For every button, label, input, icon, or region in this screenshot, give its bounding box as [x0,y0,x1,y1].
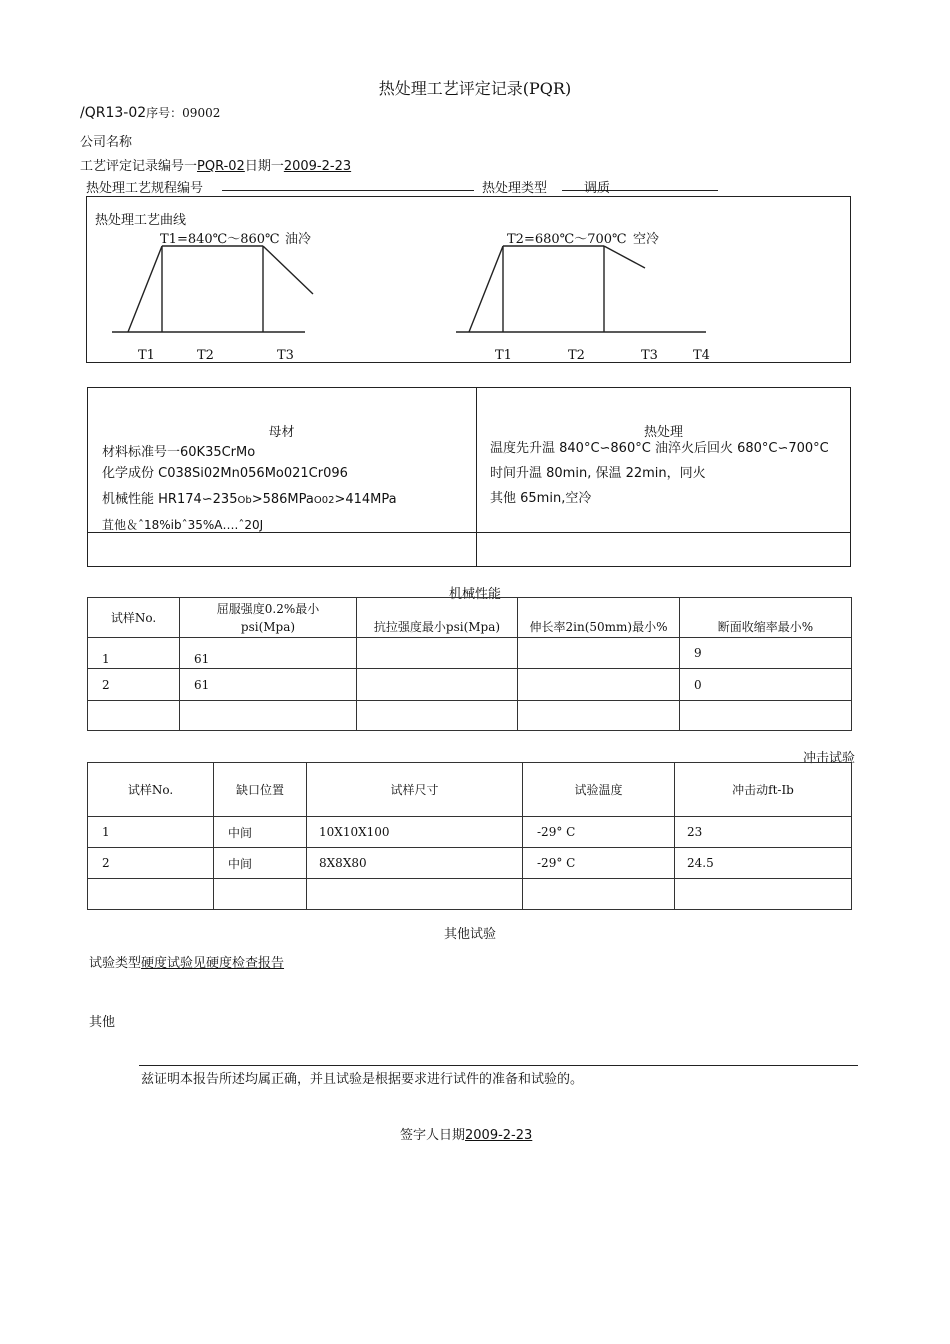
other-tests-title: 其他试验 [443,927,496,942]
impact-cell: -29° C [523,848,675,879]
mech-cell [518,669,680,701]
mech-cell: 9 [680,638,852,669]
impact-header-row [88,763,852,817]
pqr-label: 工艺评定记录编号一 [80,159,198,174]
mech-header-sample: 试样No. [88,598,180,638]
mech-header-reduction: 断面收缩率最小% [680,598,852,638]
mech-header-yield-line1: 屈服强度0.2%最小 [216,601,320,616]
heat-treatment-other: 其他 65min,空冷 [490,491,592,506]
mech-header-elongation: 伸长率2in(50mm)最小% [518,598,680,638]
left-curve [112,246,313,332]
mech-suffix: >414MPa [334,492,397,507]
heat-treatment-title: 热处理 [643,425,683,440]
mech-cell [680,701,852,731]
impact-header-size: 试样尺寸 [307,763,523,817]
spec-label: 热处理工艺规程编号 [86,181,204,196]
right-mark-t2: T2 [568,348,585,363]
other-label: 其他 [89,1015,116,1030]
impact-header-energy: 冲击动ft-Ib [675,763,852,817]
page-title: 热处理工艺评定记录(PQR) [378,79,572,98]
seq-label: 序号： [146,106,183,120]
test-type-line [89,952,284,971]
curve-label: 热处理工艺曲线 [95,213,187,228]
mechanical-table [87,597,852,731]
mech-cell: 61 [180,669,357,701]
impact-cell: 10X10X100 [307,817,523,848]
mech-cell [357,669,518,701]
signature-label: 签字人日期 [400,1128,466,1143]
impact-cell: 8X8X80 [307,848,523,879]
company-name-label: 公司名称 [80,135,133,150]
heat-curves [0,0,950,400]
mech-header-tensile: 抗拉强度最小psi(Mpa) [357,598,518,638]
impact-cell: 2 [88,848,214,879]
doc-code: /QR13-02 [80,105,147,121]
right-cooling-line [604,246,645,268]
base-metal-other: 苴他＆ˆ18%ibˆ35%A….ˆ20J [102,518,264,532]
certification-rule [139,1065,858,1066]
certification-text: 兹证明本报告所述均属正确，并且试验是根据要求进行试件的准备和试验的。 [141,1072,584,1087]
date-value: 2009-2-23 [283,159,352,174]
right-curve [456,246,706,332]
mech-cell [518,701,680,731]
impact-header-sample: 试样No. [88,763,214,817]
mech-cell [518,638,680,669]
mechanical-header-row [88,598,852,638]
impact-table [87,762,852,910]
right-heating-ramp [469,246,503,332]
right-mark-t1: T1 [495,348,512,363]
pqr-value: PQR-02 [197,159,245,174]
right-mark-t3: T3 [641,348,658,363]
left-heating-ramp [128,246,162,332]
mech-cell [180,701,357,731]
impact-cell [523,879,675,910]
table-row [88,879,852,910]
impact-cell: 24.5 [675,848,852,879]
heat-treatment-temp: 温度先升温 840°C∽860°C 油淬火后回火 680°C∽700°C [490,441,829,456]
mech-cell [357,701,518,731]
mech-header-yield-line2: psi(Mpa) [240,619,296,634]
mech-cell: 0 [680,669,852,701]
mech-cell [357,638,518,669]
mech-cell: 1 [88,638,180,669]
right-mark-t4: T4 [693,348,710,363]
signature-date: 2009-2-23 [465,1128,533,1143]
mech-sub1: Ob [237,495,252,506]
mech-prefix: 机械性能 HR174∽235 [102,492,238,507]
impact-cell: -29° C [523,817,675,848]
mech-header-yield [180,598,357,638]
mech-cell [88,701,180,731]
type-value: 调质 [584,181,611,196]
impact-cell [307,879,523,910]
curve-right-cooling: 空冷 [633,232,660,247]
base-metal-chem: 化学成份 C038Si02Mn056Mo021Cr096 [102,466,348,481]
impact-cell [675,879,852,910]
curve-right-temp: T2=680℃～700℃ [507,232,627,247]
signature-line [400,1124,532,1143]
seq-value: 09002 [182,106,221,120]
impact-cell: 中间 [214,848,307,879]
mech-cell: 61 [180,638,357,669]
base-metal-mech [102,488,397,507]
left-cooling-line [263,246,313,294]
test-type-value: 硬度试验见硬度检查报告 [141,956,285,971]
impact-cell: 中间 [214,817,307,848]
impact-cell [214,879,307,910]
table-row [88,669,852,701]
type-label: 热处理类型 [482,181,548,196]
mechanical-title: 机械性能 [448,587,501,602]
table-row [88,701,852,731]
left-mark-t1: T1 [138,348,155,363]
base-metal-standard: 材料标准号一60K35CrMo [102,445,256,460]
base-metal-title: 母材 [268,425,295,440]
mech-sub2: O02 [313,495,335,506]
left-mark-t3: T3 [277,348,294,363]
table-row [88,817,852,848]
left-mark-t2: T2 [197,348,214,363]
test-type-label: 试验类型 [89,956,142,971]
impact-header-notch: 缺口位置 [214,763,307,817]
curve-left-cooling: 油冷 [285,232,312,247]
curve-left-temp: T1=840℃～860℃ [160,232,280,247]
material-divider [476,387,477,567]
table-row [88,638,852,669]
impact-title: 冲击试验 [803,751,856,766]
impact-cell: 23 [675,817,852,848]
heat-treatment-time: 时间升温 80min, 保温 22min，冋火 [490,466,706,481]
impact-cell: 1 [88,817,214,848]
impact-header-temp: 试验温度 [523,763,675,817]
mech-cell: 2 [88,669,180,701]
impact-cell [88,879,214,910]
date-label: 日期一 [244,159,284,174]
mech-mid: >586MPa [251,492,314,507]
table-row [88,848,852,879]
